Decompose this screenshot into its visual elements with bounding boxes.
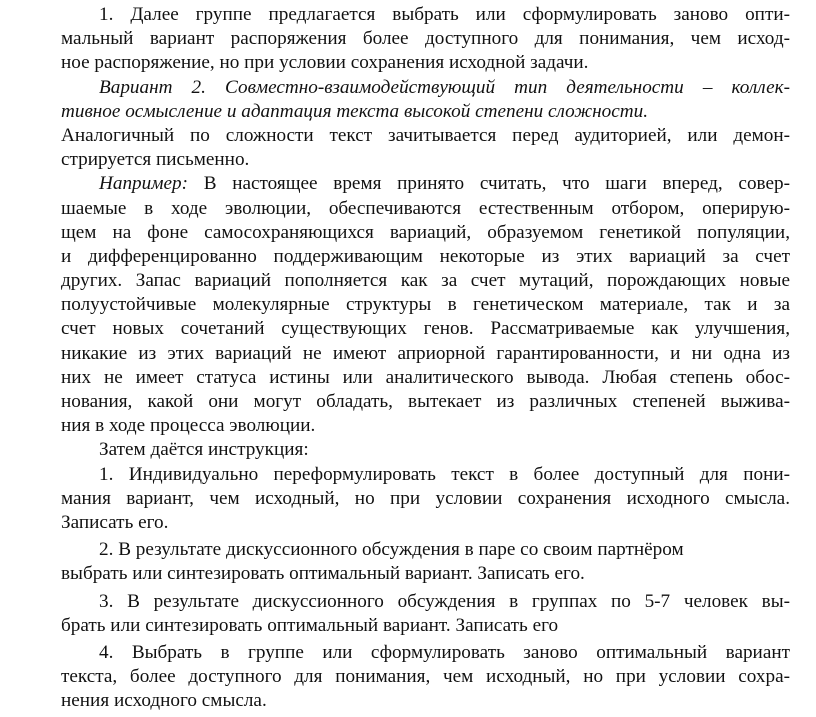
text-line: никакие из этих вариаций не имеют априорной гарантированности, и ни одна из	[61, 342, 790, 364]
document-page	[61, 3, 790, 713]
text-line: 1. Далее группе предлагается выбрать или сформулировать заново опти-	[99, 4, 790, 25]
text-line: ния в ходе процесса эволюции.	[61, 415, 316, 437]
text-line: шаемые в ходе эволюции, обеспечиваются естественным отбором, оперирую-	[61, 197, 790, 219]
text-line: нования, какой они могут обладать, вытекает из различных степеней выжива-	[61, 391, 790, 412]
example-lead: Например:	[99, 173, 188, 195]
paragraph-task-1	[61, 3, 790, 76]
text-line: мальный вариант распоряжения более доступного для понимания, чем исход-	[61, 28, 790, 50]
text-line: выбрать или синтезировать оптимальный вариант. Записать его.	[61, 563, 585, 585]
text-line: 1. Индивидуально переформулировать текст в более доступный для пони-	[99, 463, 790, 485]
text-line: других. Запас вариаций пополняется как за счет мутаций, порождающих новые	[61, 270, 790, 292]
paragraph-step-4	[61, 641, 790, 714]
text-line: полуустойчивые молекулярные структуры в генетическом материале, так и за	[61, 294, 790, 316]
example-text: В настоящее время принято считать, что шаги вперед, совер-	[187, 173, 790, 195]
text-line: счет новых сочетаний существующих генов. Рассматриваемые как улучшения,	[61, 318, 790, 340]
text-line: Затем даётся инструкция:	[99, 439, 309, 461]
paragraph-example	[61, 172, 790, 438]
text-line: ное распоряжение, но при условии сохранения исходной задачи.	[61, 52, 589, 74]
paragraph-step-3	[61, 590, 790, 638]
text-line: щем на фоне самосохраняющихся вариаций, образуемом генетикой популяции,	[61, 221, 790, 243]
text-line: 2. В результате дискуссионного обсуждения в паре со своим партнёром	[99, 539, 684, 561]
text-line: стрируется письменно.	[61, 149, 250, 171]
text-line: текста, более доступного для понимания, чем исходный, но при условии сохра-	[61, 666, 790, 688]
text-line: них не имеет статуса истины или аналитического вывода. Любая степень обос-	[61, 366, 790, 388]
text-line: нения исходного смысла.	[61, 690, 267, 712]
text-line: брать или синтезировать оптимальный вариант. Записать его	[61, 614, 559, 636]
paragraph-step-2	[61, 538, 790, 586]
text-line	[61, 172, 790, 196]
text-line: тивное осмысление и адаптация текста высокой степени сложности.	[61, 100, 648, 122]
paragraph-step-1	[61, 463, 790, 536]
text-line: 3. В результате дискуссионного обсуждения в группах по 5-7 человек вы-	[99, 590, 790, 612]
text-line: мания вариант, чем исходный, но при условии сохранения исходного смысла.	[61, 487, 790, 509]
paragraph-variant-2	[61, 76, 790, 173]
paragraph-instruction-intro	[61, 438, 790, 462]
text-line: Записать его.	[61, 511, 169, 533]
text-line: и дифференцированно поддерживающим некоторые из этих вариаций за счет	[61, 245, 790, 267]
text-line: Аналогичный по сложности текст зачитывается перед аудиторией, или демон-	[61, 124, 790, 146]
text-line: Вариант 2. Совместно-взаимодействующий тип деятельности – коллек-	[99, 76, 790, 98]
text-line: 4. Выбрать в группе или сформулировать заново оптимальный вариант	[99, 641, 790, 663]
